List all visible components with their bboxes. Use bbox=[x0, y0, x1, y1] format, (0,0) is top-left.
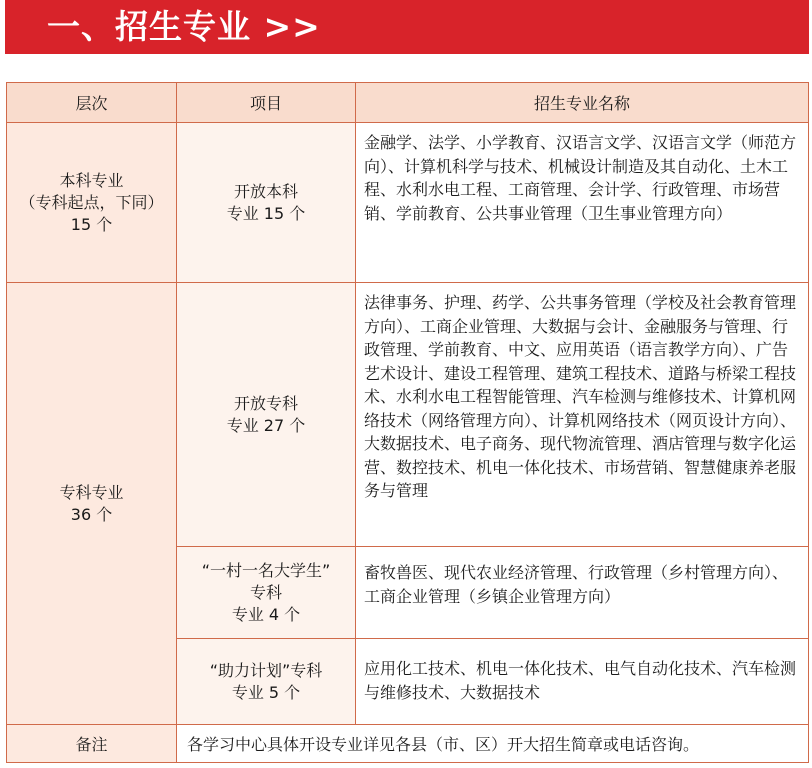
college-village-item-type: 专科 bbox=[249, 582, 282, 602]
college-open-item-cell bbox=[177, 283, 356, 547]
college-open-names-cell: 法律事务、护理、药学、公共事务管理（学校及社会教育管理方向）、工商企业管理、大数据与会计、金融服务与管理、行政管理、学前教育、中文、应用英语（语言教学方向）、广告艺术设计、建设工程管理、建筑工程技术、道路与桥梁工程技术、水利水电工程智能管理、汽车检测与维修技术、计算机网络技术（网络管理方向）、计算机网络技术（网页设计方向）、大数据技术、电子商务、现代物流管理、酒店管理与数字化运营、数控技术、机电一体化技术、市场营销、智慧健康养老服务与管理 bbox=[356, 283, 809, 547]
table-row-undergrad bbox=[7, 123, 809, 283]
college-assist-item-label: “助力计划”专科 bbox=[209, 660, 323, 680]
section-title: 一、招生专业 >> bbox=[47, 7, 321, 46]
remark-label: 备注 bbox=[7, 725, 177, 763]
table-row-college-open bbox=[7, 283, 809, 547]
college-assist-item-count: 专业 5 个 bbox=[231, 682, 301, 702]
undergrad-item-cell bbox=[177, 123, 356, 283]
undergrad-item-count: 专业 15 个 bbox=[226, 203, 306, 223]
majors-table bbox=[6, 82, 809, 763]
header-names: 招生专业名称 bbox=[356, 83, 809, 123]
undergrad-level-cell bbox=[7, 123, 177, 283]
remark-text: 各学习中心具体开设专业详见各县（市、区）开大招生简章或电话咨询。 bbox=[177, 725, 809, 763]
table-header-row bbox=[7, 83, 809, 123]
college-open-item-label: 开放专科 bbox=[233, 393, 298, 413]
header-level: 层次 bbox=[7, 83, 177, 123]
college-village-item-count: 专业 4 个 bbox=[231, 604, 301, 624]
undergrad-level-note: （专科起点，下同） bbox=[19, 192, 164, 212]
table-row-remark bbox=[7, 725, 809, 763]
college-open-item-count: 专业 27 个 bbox=[226, 415, 306, 435]
college-village-item-label: “一村一名大学生” bbox=[201, 560, 331, 580]
college-assist-names-cell: 应用化工技术、机电一体化技术、电气自动化技术、汽车检测与维修技术、大数据技术 bbox=[356, 639, 809, 725]
undergrad-level-label: 本科专业 bbox=[59, 170, 124, 190]
college-level-cell bbox=[7, 283, 177, 725]
header-item: 项目 bbox=[177, 83, 356, 123]
college-level-count: 36 个 bbox=[70, 504, 113, 524]
section-banner bbox=[5, 0, 809, 54]
undergrad-names-cell: 金融学、法学、小学教育、汉语言文学、汉语言文学（师范方向）、计算机科学与技术、机械设计制造及其自动化、土木工程、水利水电工程、工商管理、会计学、行政管理、市场营销、学前教育、公共事业管理（卫生事业管理方向） bbox=[356, 123, 809, 283]
college-assist-item-cell bbox=[177, 639, 356, 725]
college-level-label: 专科专业 bbox=[59, 482, 124, 502]
undergrad-level-count: 15 个 bbox=[70, 214, 113, 234]
college-village-names-cell: 畜牧兽医、现代农业经济管理、行政管理（乡村管理方向）、工商企业管理（乡镇企业管理方向） bbox=[356, 547, 809, 639]
college-village-item-cell bbox=[177, 547, 356, 639]
undergrad-item-label: 开放本科 bbox=[233, 181, 298, 201]
